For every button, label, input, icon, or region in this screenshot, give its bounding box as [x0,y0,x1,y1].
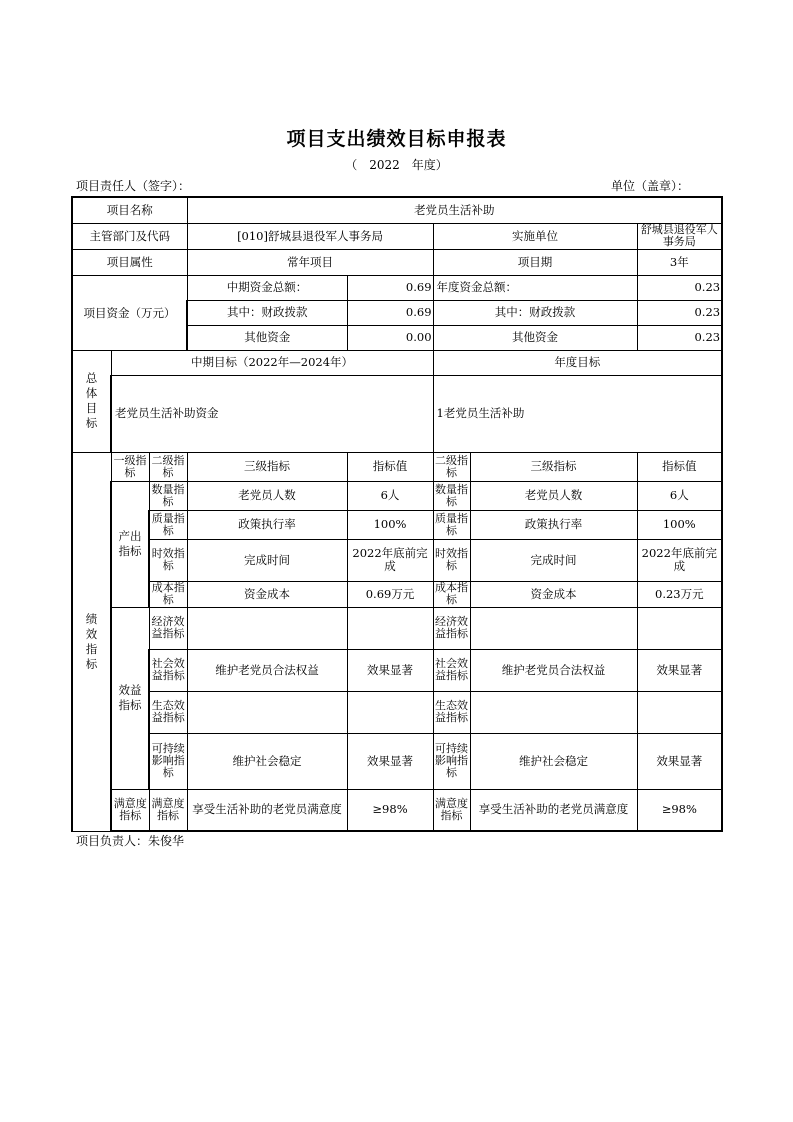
project-name-label: 项目名称 [72,197,187,223]
sustain-label-mid: 可持续影响指标 [149,733,187,789]
cost-name-year: 资金成本 [470,581,637,607]
project-leader: 项目负责人：朱俊华 [76,834,185,848]
level2-header-mid: 二级指标 [149,452,187,481]
unit-seal-label: 单位（盖章）： [611,179,690,193]
mid-other-value: 0.00 [347,325,433,350]
project-attr-label: 项目属性 [72,249,187,275]
time-value-mid: 2022年底前完成 [347,539,433,581]
sustain-value-year: 效果显著 [637,733,722,789]
project-attr-value: 常年项目 [187,249,433,275]
time-name-year: 完成时间 [470,539,637,581]
time-value-year: 2022年底前完成 [637,539,722,581]
social-name-mid: 维护老党员合法权益 [187,649,347,691]
mid-other-label: 其他资金 [187,325,347,350]
sustain-name-year: 维护社会稳定 [470,733,637,789]
year-line: （ 2022 年度） [345,158,448,172]
year-other-value: 0.23 [637,325,722,350]
level1-header: 一级指标 [111,452,149,481]
satis-value-mid: ≥98% [347,789,433,831]
sustain-name-mid: 维护社会稳定 [187,733,347,789]
form-title: 项目支出绩效目标申报表 [286,128,507,150]
econ-label-year: 经济效益指标 [433,607,470,649]
qty-label-year: 数量指标 [433,481,470,510]
social-label-year: 社会效益指标 [433,649,470,691]
time-label-mid: 时效指标 [149,539,187,581]
mid-goal-text: 老党员生活补助资金 [111,375,433,452]
qty-label-mid: 数量指标 [149,481,187,510]
social-label-mid: 社会效益指标 [149,649,187,691]
eco-label-year: 生态效益指标 [433,691,470,733]
satis-label-year: 满意度指标 [433,789,470,831]
value-header-mid: 指标值 [347,452,433,481]
econ-value-year [637,607,722,649]
quality-name-year: 政策执行率 [470,510,637,539]
mid-total-value: 0.69 [347,275,433,300]
eco-value-year [637,691,722,733]
benefit-indicators-label: 效益指标 [111,607,149,789]
responsible-signature-label: 项目责任人（签字）： [76,179,191,193]
eco-name-year [470,691,637,733]
mid-fiscal-label: 其中：财政拨款 [187,300,347,325]
performance-indicators-label: 绩效指标 [72,452,111,831]
satis-value-year: ≥98% [637,789,722,831]
project-period-label: 项目期 [433,249,637,275]
output-indicators-label: 产出指标 [111,481,149,607]
mid-fiscal-value: 0.69 [347,300,433,325]
sustain-label-year: 可持续影响指标 [433,733,470,789]
dept-label: 主管部门及代码 [72,223,187,249]
satis-name-mid: 享受生活补助的老党员满意度 [187,789,347,831]
econ-name-mid [187,607,347,649]
year-total-label: 年度资金总额： [433,275,637,300]
year-fiscal-label: 其中：财政拨款 [433,300,637,325]
cost-value-mid: 0.69万元 [347,581,433,607]
level3-header-year: 三级指标 [470,452,637,481]
performance-target-table [71,196,723,832]
time-label-year: 时效指标 [433,539,470,581]
year-goal-header: 年度目标 [433,350,722,375]
dept-value: [010]舒城县退役军人事务局 [187,223,433,249]
qty-value-year: 6人 [637,481,722,510]
quality-label-year: 质量指标 [433,510,470,539]
eco-name-mid [187,691,347,733]
satis-label-mid: 满意度指标 [149,789,187,831]
year-total-value: 0.23 [637,275,722,300]
social-name-year: 维护老党员合法权益 [470,649,637,691]
social-value-mid: 效果显著 [347,649,433,691]
year-fiscal-value: 0.23 [637,300,722,325]
impl-unit-label: 实施单位 [433,223,637,249]
quality-value-mid: 100% [347,510,433,539]
eco-value-mid [347,691,433,733]
econ-value-mid [347,607,433,649]
cost-label-mid: 成本指标 [149,581,187,607]
qty-name-year: 老党员人数 [470,481,637,510]
econ-name-year [470,607,637,649]
mid-total-label: 中期资金总额： [187,275,347,300]
impl-unit-value: 舒城县退役军人事务局 [637,223,722,249]
year-goal-text: 1老党员生活补助 [433,375,722,452]
overall-goal-label: 总体目标 [72,350,111,452]
quality-name-mid: 政策执行率 [187,510,347,539]
project-name-value: 老党员生活补助 [187,197,722,223]
year-other-label: 其他资金 [433,325,637,350]
value-header-year: 指标值 [637,452,722,481]
social-value-year: 效果显著 [637,649,722,691]
mid-goal-header: 中期目标（2022年—2024年） [111,350,433,375]
satisfaction-indicators-label: 满意度指标 [111,789,149,831]
time-name-mid: 完成时间 [187,539,347,581]
level2-header-year: 二级指标 [433,452,470,481]
econ-label-mid: 经济效益指标 [149,607,187,649]
quality-label-mid: 质量指标 [149,510,187,539]
cost-name-mid: 资金成本 [187,581,347,607]
satis-name-year: 享受生活补助的老党员满意度 [470,789,637,831]
project-period-value: 3年 [637,249,722,275]
cost-value-year: 0.23万元 [637,581,722,607]
cost-label-year: 成本指标 [435,581,469,606]
eco-label-mid: 生态效益指标 [149,691,187,733]
quality-value-year: 100% [637,510,722,539]
level3-header-mid: 三级指标 [187,452,347,481]
qty-name-mid: 老党员人数 [187,481,347,510]
qty-value-mid: 6人 [347,481,433,510]
funds-label: 项目资金（万元） [72,275,187,350]
sustain-value-mid: 效果显著 [347,733,433,789]
